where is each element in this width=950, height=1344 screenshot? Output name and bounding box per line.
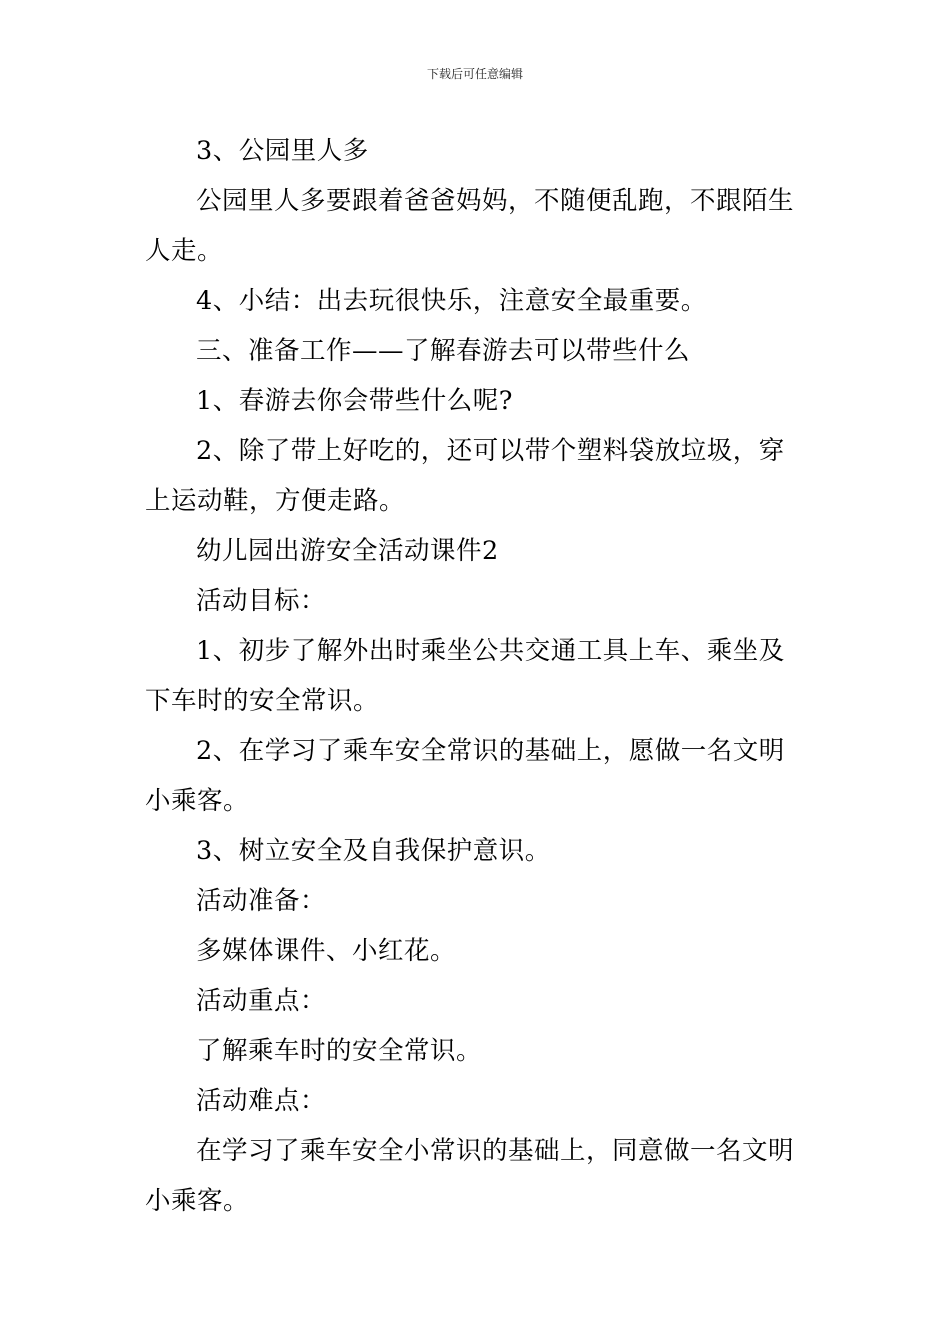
paragraph: 1、初步了解外出时乘坐公共交通工具上车、乘坐及下车时的安全常识。 <box>145 636 785 716</box>
subheading: 活动重点： <box>196 986 327 1016</box>
document-body <box>145 126 810 1226</box>
paragraph: 多媒体课件、小红花。 <box>196 936 457 966</box>
paragraph: 公园里人多要跟着爸爸妈妈，不随便乱跑，不跟陌生人走。 <box>145 186 795 266</box>
subheading: 活动准备： <box>196 886 327 916</box>
paragraph: 3、公园里人多 <box>196 136 369 166</box>
section-title: 幼儿园出游安全活动课件2 <box>196 536 499 566</box>
paragraph: 三、准备工作——了解春游去可以带些什么 <box>196 336 691 366</box>
paragraph: 3、树立安全及自我保护意识。 <box>196 836 551 866</box>
paragraph: 1、春游去你会带些什么呢? <box>196 386 513 416</box>
paragraph: 2、在学习了乘车安全常识的基础上，愿做一名文明小乘客。 <box>145 736 785 816</box>
paragraph: 了解乘车时的安全常识。 <box>196 1036 483 1066</box>
subheading: 活动难点： <box>196 1086 327 1116</box>
subheading: 活动目标： <box>196 586 327 616</box>
page-header: 下载后可任意编辑 <box>426 67 523 81</box>
paragraph: 2、除了带上好吃的，还可以带个塑料袋放垃圾，穿上运动鞋，方便走路。 <box>145 436 785 516</box>
paragraph: 4、小结：出去玩很快乐，注意安全最重要。 <box>196 286 707 316</box>
paragraph: 在学习了乘车安全小常识的基础上，同意做一名文明小乘客。 <box>145 1136 795 1216</box>
